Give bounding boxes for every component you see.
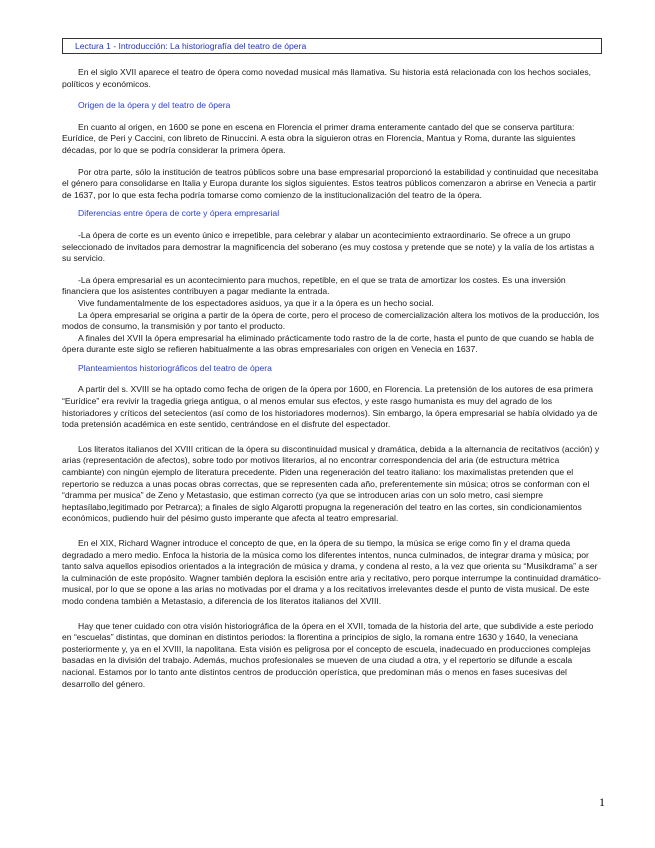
lecture-title-box bbox=[62, 38, 602, 54]
paragraph: Hay que tener cuidado con otra visión historiográfica de la ópera en el XVII, tomada de la historia del arte, que subdivide a este periodo en “escuelas” distintas, que dominan en distintos periodos: la florentina a principios de siglo, la romana entre 1630 y 1640, la veneciana posteriormente y, ya en el XVIII, la napolitana. Esta visión es peligrosa por el concepto de escuela, inadecuado en producciones complejas basadas en la división del trabajo. Además, muchos profesionales se mueven de una ciudad a otra, y el repertorio se difunde a escala nacional. Estamos por lo tanto ante distintos centros de producción operística, que predominan más o menos en fases sucesivas del desarrollo del género. bbox=[62, 620, 594, 689]
intro-paragraph: En el siglo XVII aparece el teatro de ópera como novedad musical más llamativa. Su historia está relacionada con los hechos sociales, políticos y económicos. bbox=[62, 67, 592, 89]
paragraph: Los literatos italianos del XVIII critican de la ópera su discontinuidad musical y dramática, debida a la alternancia de recitativos (acción) y arias (representación de afectos), sobre todo por motivos literarios, al no encontrar correspondencia del aria (de estructura métrica cambiante) con ningún ejemplo de literatura precedente. Piden una regeneración del teatro italiano: los maximalistas pretenden que el repertorio se reduzca a unas pocas obras correctas, que se representen cada año, preferentemente sin música; otros se conforman con el “dramma per musica” de Zeno y Metastasio, que estiman correcto (ya que se introducen arias con un solo metro, casi siempre heptasílabo,legitimado por Petrarca); a finales de siglo Algarotti propugna la regeneración del teatro en las cortes, sin condicionamientos económicos, pudiendo huir del pésimo gusto imperante que afecta al teatro empresarial. bbox=[62, 443, 600, 524]
section-heading-diferencias: Diferencias entre ópera de corte y ópera empresarial bbox=[78, 208, 280, 219]
paragraph: A finales del XVII la ópera empresarial ha eliminado prácticamente todo rastro de la de corte, hasta el punto de que cuando se habla de ópera durante este siglo se refieren habitualmente a las obras empresariales con origen en Venecia en 1637. bbox=[62, 332, 594, 355]
paragraph: -La ópera empresarial es un acontecimiento para muchos, repetible, en el que se trata de amortizar los costes. Es una inversión financiera que los asistentes contribuyen a pagar mediante la entrada. bbox=[62, 274, 566, 297]
page-number: 1 bbox=[599, 795, 605, 809]
section-heading-planteamientos: Planteamientos historiográficos del teatro de ópera bbox=[78, 362, 272, 373]
paragraph: Vive fundamentalmente de los espectadores asiduos, ya que ir a la ópera es un hecho social. bbox=[78, 297, 434, 308]
lecture-title: Lectura 1 - Introducción: La historiografía del teatro de ópera bbox=[75, 41, 307, 51]
paragraph: En el XIX, Richard Wagner introduce el concepto de que, en la ópera de su tiempo, la música se erige como fin y el drama queda degradado a mero medio. Enfoca la historia de la música como los diferentes intentos, nunca culminados, de integrar drama y música; por tanto salva aquellos episodios orientados a la integración de música y drama, y condena al resto, a la vez que orienta su “Musikdrama” a ser la culminación de este propósito. Wagner también deplora la escisión entre aria y recitativo, pero porque interrumpe la continuidad dramático-musical, por lo que se opone a las arias no motivadas por el drama y a los recitativos irrelevantes desde el punto de vista musical. De este modo condena también a Metastasio, a diferencia de los literatos italianos del XVIII. bbox=[62, 538, 601, 606]
paragraph: A partir del s. XVIII se ha optado como fecha de origen de la ópera por 1600, en Florencia. La pretensión de los autores de esa primera “Eurídice” era revivir la tragedia griega antigua, o al menos emular sus efectos, y este rasgo humanista es muy del agrado de los historiadores y críticos del setecientos (así como de los historiadores modernos). Sin embargo, la ópera empresarial se había olvidado ya de toda pretensión académica en este sentido, centrándose en el disfrute del espectador. bbox=[62, 384, 598, 430]
section-heading-origen: Origen de la ópera y del teatro de ópera bbox=[78, 100, 231, 111]
page-content bbox=[62, 38, 602, 690]
paragraph: La ópera empresarial se origina a partir de la ópera de corte, pero el proceso de comercialización altera los motivos de la producción, los modos de consumo, la transmisión y por tanto el producto. bbox=[62, 309, 600, 332]
paragraph: Por otra parte, sólo la institución de teatros públicos sobre una base empresarial proporcionó la estabilidad y continuidad que necesitaba el género para consolidarse en Italia y Europa durante los siglos siguientes. Estos teatros públicos comenzaron a abrirse en Venecia a partir de 1637, por lo que esta fecha podría tomarse como comienzo de la institucionalización del teatro de la ópera. bbox=[62, 166, 599, 200]
paragraph: En cuanto al origen, en 1600 se pone en escena en Florencia el primer drama enteramente cantado del que se conserva partitura: Eurídice, de Peri y Caccini, con libreto de Rinuccini. A esta obra la siguieron otras en Florencia, Mantua y Roma, durante las siguientes décadas, por lo que se podría considerar la primera ópera. bbox=[62, 121, 576, 155]
paragraph: -La ópera de corte es un evento único e irrepetible, para celebrar y alabar un acontecimiento extraordinario. Se ofrece a un grupo seleccionado de invitados para demostrar la magnificencia del soberano (es muy costosa y pretende que se note) y la valía de los artistas a su servicio. bbox=[62, 229, 595, 264]
